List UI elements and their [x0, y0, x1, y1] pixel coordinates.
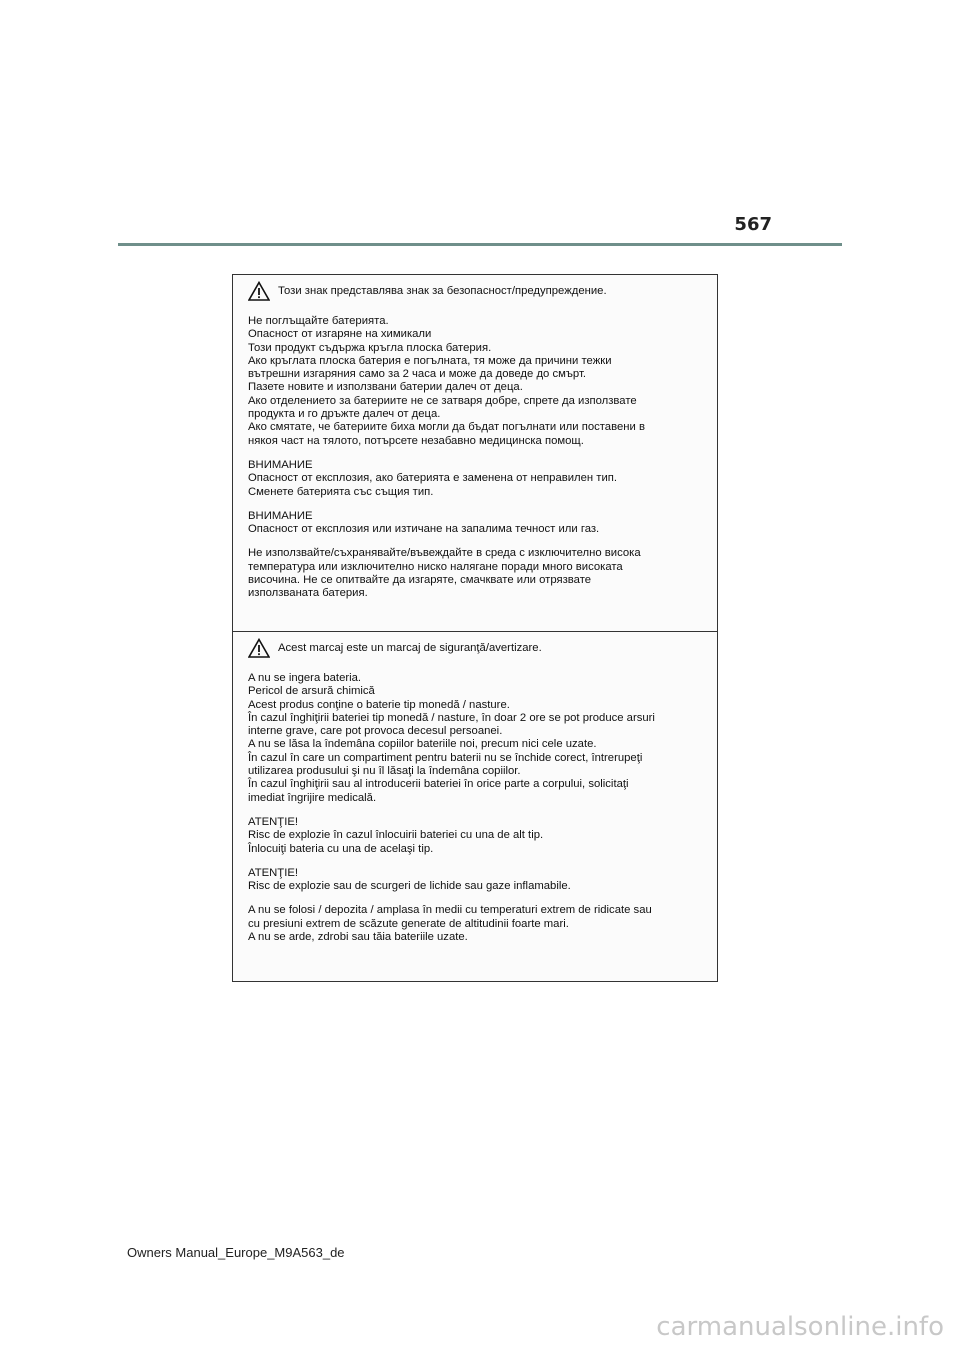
warning-triangle-icon — [248, 638, 270, 658]
bulgarian-heading — [248, 281, 705, 301]
romanian-heading-text: Acest marcaj este un marcaj de siguranţă/avertizare. — [278, 642, 542, 654]
header-rule — [118, 243, 842, 246]
romanian-environment-warning: A nu se folosi / depozita / amplasa în medii cu temperaturi extrem de ridicate sau cu presiuni extrem de scăzute generate de altitudinii foarte mari. A nu se arde, zdrobi sau tăia bateriile uzate. — [248, 904, 652, 944]
bulgarian-caution-replacement: ВНИМАНИЕ Опасност от експлозия, ако батерията е заменена от неправилен тип. Сменете батерията със същия тип. — [248, 458, 618, 498]
page-number: 567 — [734, 214, 772, 235]
watermark: carmanualsonline.info — [656, 1312, 944, 1342]
manual-name-footer: Owners Manual_Europe_M9A563_de — [127, 1245, 345, 1260]
romanian-caution-leak: ATENŢIE! Risc de explozie sau de scurgeri de lichide sau gaze inflamabile. — [248, 866, 571, 893]
bulgarian-battery-warning: Не поглъщайте батерията. Опасност от изгаряне на химикали Този продукт съдържа кръгла плоска батерия. Ако кръглата плоска батерия е погълната, тя може да причини тежки вътрешни изгаряния само за 2 часа и може да доведе до смърт. Пазете новите и използвани батерии далеч от деца. Ако отделението за батериите не се затваря добре, спрете да използвате продукта и го дръжте далеч от деца. Ако смятате, че батериите биха могли да бъдат погълнати или поставени в някоя част на тялото, потърсете незабавно медицинска помощ. — [248, 315, 645, 447]
bulgarian-caution-leak: ВНИМАНИЕ Опасност от експлозия или изтичане на запалима течност или газ. — [248, 509, 600, 536]
romanian-warning-section — [233, 632, 717, 981]
romanian-caution-replacement: ATENŢIE! Risc de explozie în cazul înlocuirii bateriei cu una de alt tip. Înlocuiţi bateria cu una de acelaşi tip. — [248, 815, 544, 855]
warning-triangle-icon — [248, 281, 270, 301]
romanian-heading — [248, 638, 705, 658]
warning-label-image — [232, 274, 718, 982]
bulgarian-environment-warning: Не използвайте/съхранявайте/въвеждайте в среда с изключително висока температура или изключително ниско налягане поради много високата височина. Не се опитвайте да изгаряте, смачквате или отрязвате използваната батерия. — [248, 547, 641, 600]
bulgarian-heading-text: Този знак представлява знак за безопасност/предупреждение. — [278, 285, 607, 297]
bulgarian-warning-section — [233, 275, 717, 631]
romanian-battery-warning: A nu se ingera bateria. Pericol de arsură chimică Acest produs conţine o baterie tip monedă / nasture. În cazul înghiţirii bateriei tip monedă / nasture, în doar 2 ore se pot produce arsuri interne grave, care pot provoca decesul persoanei. A nu se lăsa la îndemâna copiilor bateriile noi, precum nici cele uzate. În cazul în care un compartiment pentru baterii nu se închide corect, întrerupeţi utilizarea produsului şi nu îl lăsaţi la îndemâna copiilor. În cazul înghiţirii sau al introducerii bateriei în orice parte a corpului, solicitaţi imediat îngrijire medicală. — [248, 672, 655, 804]
